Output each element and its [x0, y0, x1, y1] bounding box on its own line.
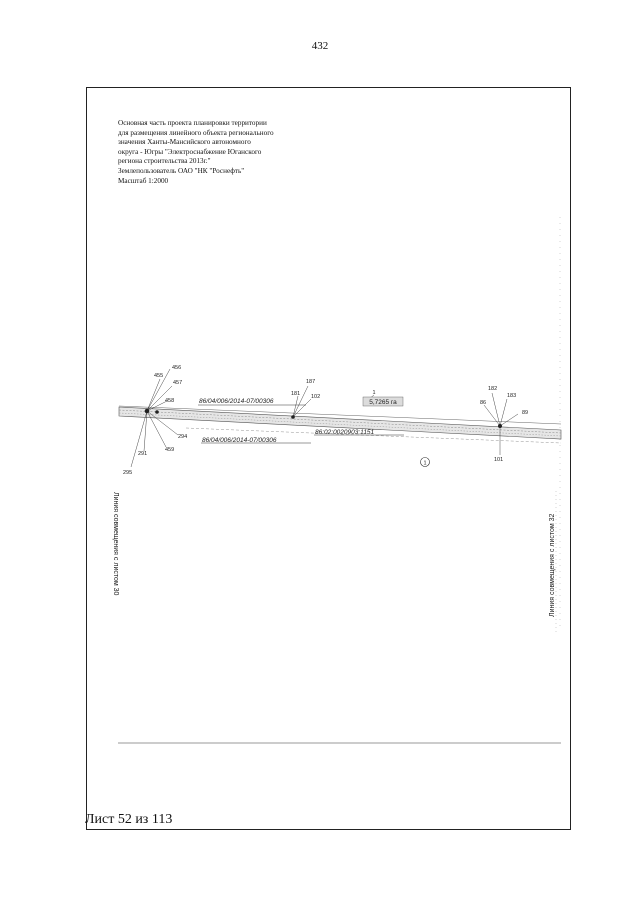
area-index: 1: [372, 390, 376, 396]
point-number: 89: [522, 410, 529, 416]
cadastral-label: 86/04/006/2014-07/00306: [202, 437, 277, 444]
area-value: 5,7265 га: [369, 399, 397, 406]
page-number: 432: [311, 40, 329, 52]
point-number: 183: [507, 393, 517, 399]
point-number: 187: [306, 379, 316, 385]
point-number: 457: [173, 380, 183, 386]
title-line: Землепользователь ОАО "НК "Роснефть": [118, 166, 245, 175]
title-line: значения Ханты-Мансийского автономного: [118, 138, 251, 147]
survey-point-marker: [291, 415, 295, 419]
point-number: 455: [154, 373, 164, 379]
zone-number: 1: [423, 460, 427, 467]
title-line: Масштаб 1:2000: [118, 176, 169, 185]
survey-point-marker: [145, 409, 150, 414]
point-number: 182: [488, 386, 498, 392]
point-number: 101: [494, 457, 504, 463]
point-number: 456: [172, 365, 182, 371]
cadastral-label: 86:02:0020903:1151: [315, 429, 375, 436]
title-line: округа - Югры "Электроснабжение Юганского: [118, 147, 262, 156]
title-line: региона строительства 2013г.": [118, 157, 211, 166]
point-number: 459: [165, 447, 175, 453]
survey-point-marker: [498, 424, 502, 428]
point-number: 181: [291, 391, 301, 397]
point-number: 295: [123, 470, 133, 476]
match-line-label-right: Линия совмещения с листом 32: [549, 513, 556, 617]
point-number: 458: [165, 398, 175, 404]
title-line: для размещения линейного объекта регионального: [118, 128, 274, 137]
cadastral-label: 86/04/006/2014-07/00306: [199, 398, 274, 405]
sheet-footer: Лист 52 из 113: [85, 812, 173, 827]
point-number: 102: [311, 394, 321, 400]
plan-map: [86, 87, 571, 830]
match-line-label-left: Линия совмещения с листом 30: [112, 492, 119, 596]
title-line: Основная часть проекта планировки территории: [118, 119, 267, 127]
point-number: 294: [178, 434, 188, 440]
point-number: 86: [480, 400, 487, 406]
point-number: 291: [138, 451, 148, 457]
survey-point-marker: [155, 410, 159, 414]
